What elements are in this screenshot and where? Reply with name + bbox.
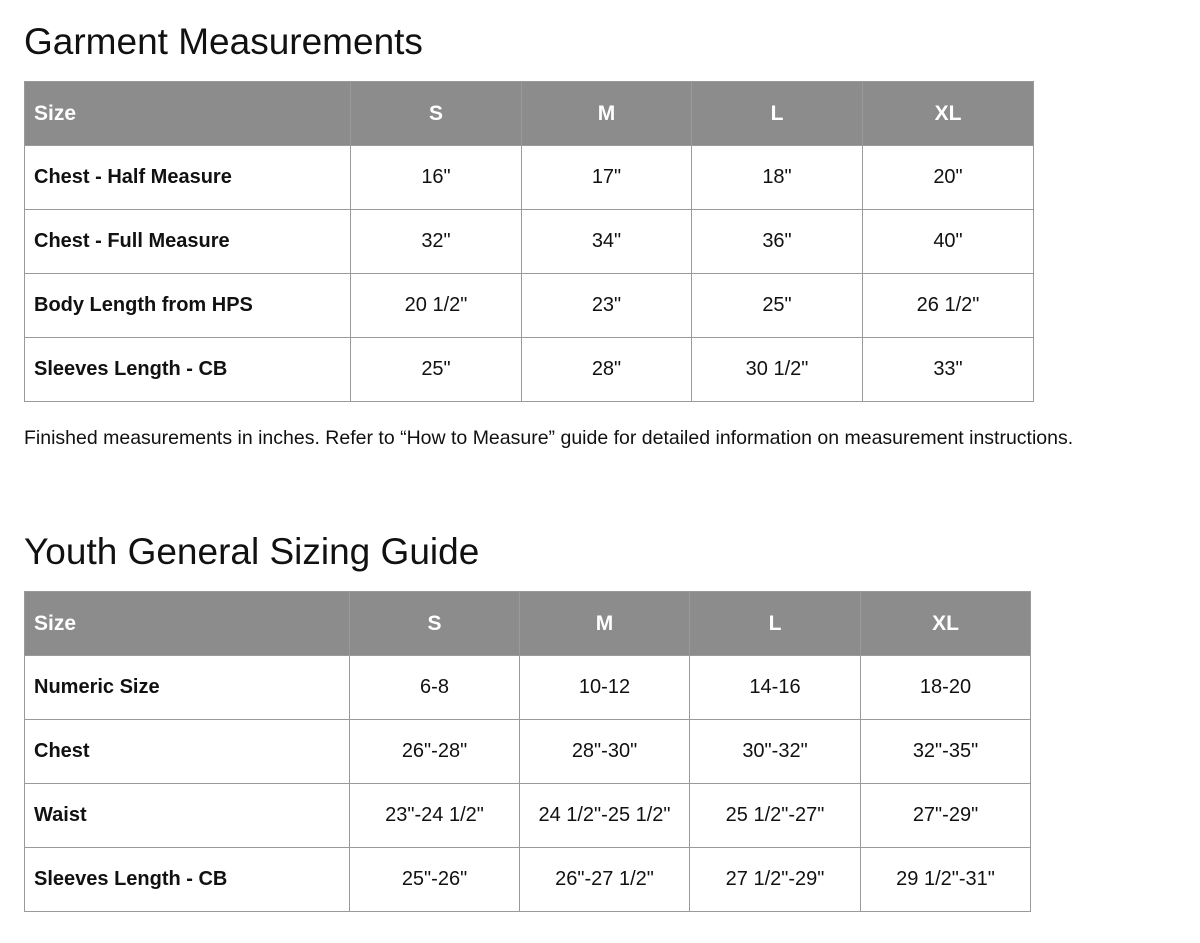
table-row [25,210,1034,274]
table-cell: 28"-30" [520,720,690,784]
table-row [25,656,1031,720]
table-row [25,720,1031,784]
table-cell: 29 1/2"-31" [861,848,1031,912]
table-row [25,146,1034,210]
table-cell: 23"-24 1/2" [350,784,520,848]
table-cell: 28" [522,338,692,402]
table-header-row [25,592,1031,656]
table-cell: 30"-32" [690,720,861,784]
header-cell-l: L [690,592,861,656]
table-cell: 20 1/2" [351,274,522,338]
youth-sizing-table [24,591,1031,912]
header-cell-s: S [351,82,522,146]
table-cell: 23" [522,274,692,338]
header-cell-l: L [692,82,863,146]
table-row [25,274,1034,338]
header-cell-xl: XL [863,82,1034,146]
row-label: Numeric Size [25,656,350,720]
table-cell: 25 1/2"-27" [690,784,861,848]
table-cell: 20" [863,146,1034,210]
table-cell: 33" [863,338,1034,402]
table-cell: 40" [863,210,1034,274]
header-cell-m: M [522,82,692,146]
header-cell-size: Size [25,82,351,146]
header-cell-m: M [520,592,690,656]
table-cell: 18" [692,146,863,210]
table-cell: 30 1/2" [692,338,863,402]
garment-measurements-title: Garment Measurements [24,21,423,62]
row-label: Waist [25,784,350,848]
row-label: Sleeves Length - CB [25,338,351,402]
table-cell: 27"-29" [861,784,1031,848]
table-cell: 16" [351,146,522,210]
header-cell-size: Size [25,592,350,656]
table-cell: 18-20 [861,656,1031,720]
header-cell-xl: XL [861,592,1031,656]
table-cell: 24 1/2"-25 1/2" [520,784,690,848]
row-label: Body Length from HPS [25,274,351,338]
youth-sizing-title: Youth General Sizing Guide [24,531,480,572]
measurement-note: Finished measurements in inches. Refer to “How to Measure” guide for detailed information on measurement instructions. [24,427,1074,449]
table-cell: 6-8 [350,656,520,720]
table-cell: 32" [351,210,522,274]
row-label: Chest [25,720,350,784]
table-row [25,338,1034,402]
row-label: Chest - Full Measure [25,210,351,274]
header-cell-s: S [350,592,520,656]
row-label: Chest - Half Measure [25,146,351,210]
table-cell: 14-16 [690,656,861,720]
table-cell: 27 1/2"-29" [690,848,861,912]
table-cell: 26 1/2" [863,274,1034,338]
table-cell: 25" [351,338,522,402]
table-cell: 25"-26" [350,848,520,912]
table-cell: 32"-35" [861,720,1031,784]
table-row [25,784,1031,848]
garment-measurements-table [24,81,1034,402]
table-cell: 34" [522,210,692,274]
table-cell: 36" [692,210,863,274]
table-cell: 26"-28" [350,720,520,784]
table-cell: 25" [692,274,863,338]
table-cell: 10-12 [520,656,690,720]
table-cell: 26"-27 1/2" [520,848,690,912]
table-cell: 17" [522,146,692,210]
row-label: Sleeves Length - CB [25,848,350,912]
table-header-row [25,82,1034,146]
table-row [25,848,1031,912]
